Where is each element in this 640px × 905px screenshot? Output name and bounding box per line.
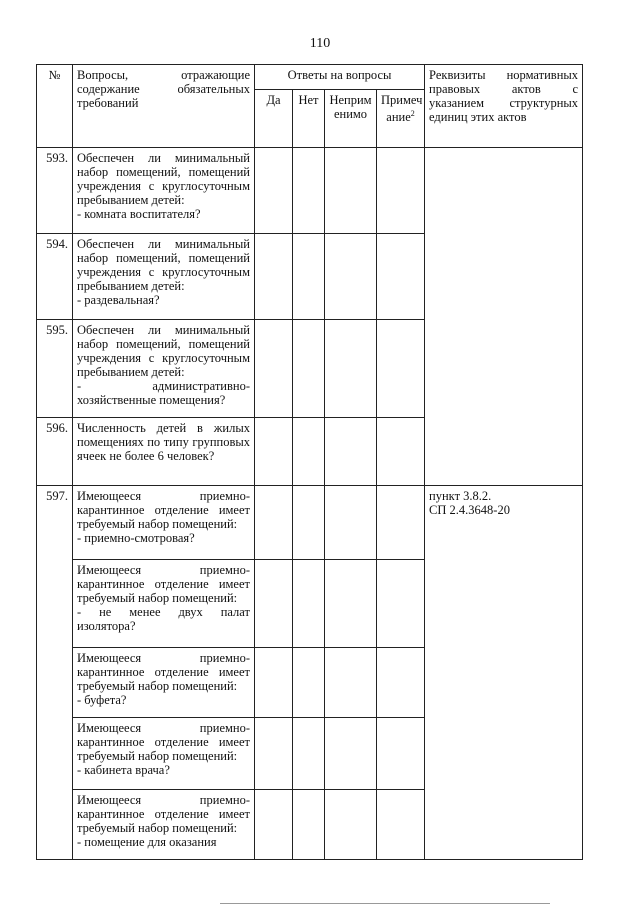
answer-note-cell[interactable] <box>377 718 425 790</box>
answer-na-cell[interactable] <box>325 148 377 234</box>
header-references: Реквизиты нормативных правовых актов с указанием структурных единиц этих актов <box>425 65 583 148</box>
question-text: Обеспечен ли минимальный набор помещений, помещений учреждения с круглосуточным пребыванием детей: - раздевальная? <box>73 234 255 320</box>
question-text: Имеющееся приемно-карантинное отделение имеет требуемый набор помещений: - не менее двух палат изолятора? <box>73 560 255 648</box>
row-number: 594. <box>37 234 73 320</box>
row-number: 595. <box>37 320 73 418</box>
answer-note-cell[interactable] <box>377 648 425 718</box>
answer-na-cell[interactable] <box>325 486 377 560</box>
answer-yes-cell[interactable] <box>255 148 293 234</box>
answer-no-cell[interactable] <box>293 718 325 790</box>
answer-yes-cell[interactable] <box>255 320 293 418</box>
table-row <box>37 486 583 560</box>
answer-no-cell[interactable] <box>293 790 325 860</box>
page-edge-line <box>220 903 550 904</box>
answer-no-cell[interactable] <box>293 320 325 418</box>
answer-yes-cell[interactable] <box>255 234 293 320</box>
header-answers: Ответы на вопросы <box>255 65 425 90</box>
question-text: Имеющееся приемно-карантинное отделение имеет требуемый набор помещений: - приемно-смотровая? <box>73 486 255 560</box>
answer-na-cell[interactable] <box>325 790 377 860</box>
answer-na-cell[interactable] <box>325 320 377 418</box>
question-text: Обеспечен ли минимальный набор помещений, помещений учреждения с круглосуточным пребыванием детей: - комната воспитателя? <box>73 148 255 234</box>
answer-note-cell[interactable] <box>377 418 425 486</box>
header-number: № <box>37 65 73 148</box>
answer-na-cell[interactable] <box>325 648 377 718</box>
answer-na-cell[interactable] <box>325 718 377 790</box>
answer-yes-cell[interactable] <box>255 648 293 718</box>
question-text: Имеющееся приемно-карантинное отделение имеет требуемый набор помещений: - буфета? <box>73 648 255 718</box>
answer-yes-cell[interactable] <box>255 718 293 790</box>
answer-note-cell[interactable] <box>377 486 425 560</box>
table-header-row <box>37 65 583 90</box>
answer-note-cell[interactable] <box>377 148 425 234</box>
row-number: 596. <box>37 418 73 486</box>
question-text: Имеющееся приемно-карантинное отделение имеет требуемый набор помещений: - кабинета врача? <box>73 718 255 790</box>
page-number: 110 <box>309 36 331 51</box>
answer-yes-cell[interactable] <box>255 560 293 648</box>
header-yes: Да <box>255 90 293 148</box>
answer-na-cell[interactable] <box>325 418 377 486</box>
question-text: Обеспечен ли минимальный набор помещений, помещений учреждения с круглосуточным пребыванием детей: - административно-хозяйственные помещения? <box>73 320 255 418</box>
answer-no-cell[interactable] <box>293 234 325 320</box>
header-not-applicable: Неприм енимо <box>325 90 377 148</box>
answer-note-cell[interactable] <box>377 790 425 860</box>
answer-no-cell[interactable] <box>293 560 325 648</box>
answer-no-cell[interactable] <box>293 486 325 560</box>
answer-yes-cell[interactable] <box>255 486 293 560</box>
answer-yes-cell[interactable] <box>255 418 293 486</box>
header-no: Нет <box>293 90 325 148</box>
answer-yes-cell[interactable] <box>255 790 293 860</box>
reference-cell <box>425 148 583 486</box>
answer-no-cell[interactable] <box>293 148 325 234</box>
answer-na-cell[interactable] <box>325 234 377 320</box>
header-note: Примеч ание$^2$ <box>377 90 425 148</box>
answer-note-cell[interactable] <box>377 560 425 648</box>
table-row <box>37 148 583 234</box>
requirements-checklist-table <box>36 64 583 860</box>
question-text: Численность детей в жилых помещениях по типу групповых ячеек не более 6 человек? <box>73 418 255 486</box>
question-text: Имеющееся приемно-карантинное отделение имеет требуемый набор помещений: - помещение для оказания <box>73 790 255 860</box>
answer-no-cell[interactable] <box>293 418 325 486</box>
answer-na-cell[interactable] <box>325 560 377 648</box>
answer-note-cell[interactable] <box>377 320 425 418</box>
header-questions: Вопросы, отражающие содержание обязательных требований <box>73 65 255 148</box>
answer-note-cell[interactable] <box>377 234 425 320</box>
row-number: 593. <box>37 148 73 234</box>
reference-cell: пункт 3.8.2. СП 2.4.3648-20 <box>425 486 583 860</box>
row-number: 597. <box>37 486 73 860</box>
answer-no-cell[interactable] <box>293 648 325 718</box>
